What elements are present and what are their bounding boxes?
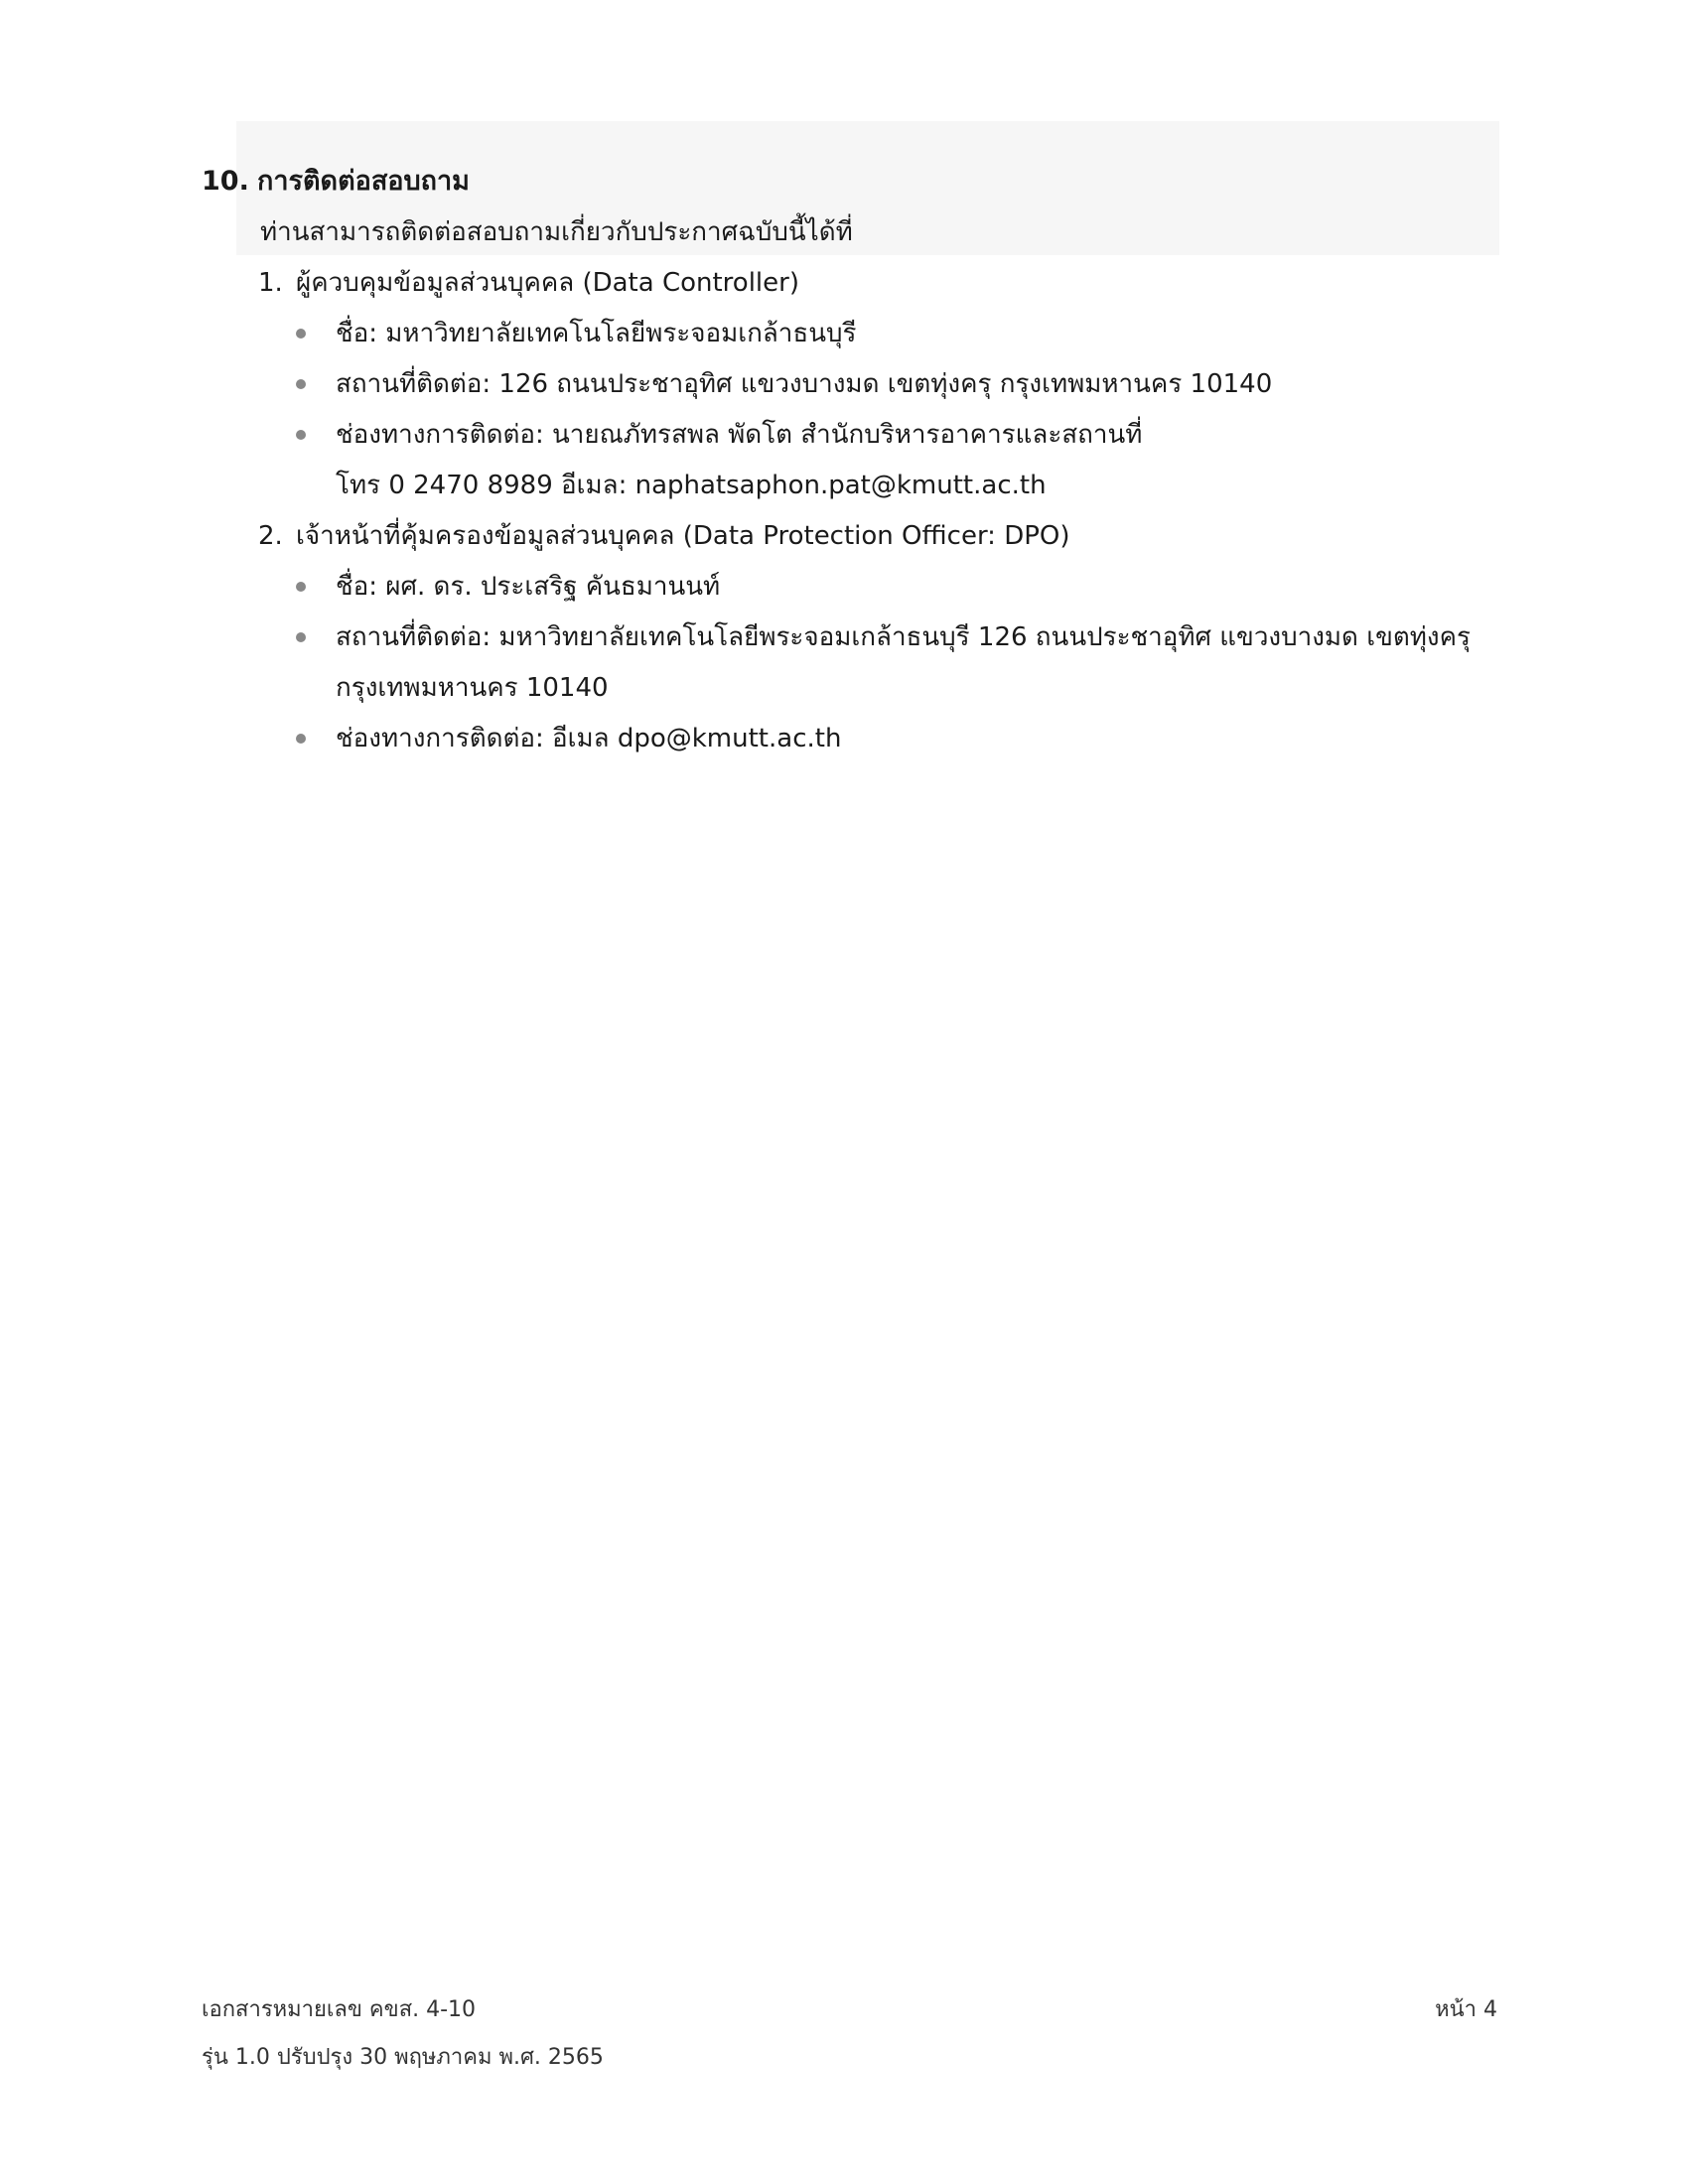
section-number: 10. [202,166,249,197]
list-marker: 2. [258,521,283,551]
section-intro: ท่านสามารถติดต่อสอบถามเกี่ยวกับประกาศฉบับนี้ได้ที่ [260,217,853,247]
list-item-title: ผู้ควบคุมข้อมูลส่วนบุคคล (Data Controller) [296,268,799,298]
bullet-item [296,418,1142,452]
bullet-icon [296,721,336,754]
bullet-item [296,722,841,755]
footer-doc-number: เอกสารหมายเลข คขส. 4-10 [202,1997,477,2022]
bullet-icon [296,366,336,400]
bullet-text: ช่องทางการติดต่อ: อีเมล dpo@kmutt.ac.th [336,724,842,753]
bullet-item [296,317,857,350]
bullet-text: ช่องทางการติดต่อ: นายณภัทรสพล พัดโต สำนักบริหารอาคารและสถานที่ [336,420,1143,450]
bullet-text: ชื่อ: มหาวิทยาลัยเทคโนโลยีพระจอมเกล้าธนบุรี [336,319,857,348]
bullet-icon [296,316,336,349]
bullet-continuation: โทร 0 2470 8989 อีเมล: naphatsaphon.pat@kmutt.ac.th [336,471,1047,500]
bullet-text: สถานที่ติดต่อ: มหาวิทยาลัยเทคโนโลยีพระจอมเกล้าธนบุรี 126 ถนนประชาอุทิศ แขวงบางมด เขตทุ่งครุ [336,622,1471,652]
bullet-item [296,570,720,604]
bullet-icon [296,619,336,653]
footer-page-number: หน้า 4 [1435,1997,1497,2022]
list-item-dpo [258,519,1070,553]
list-marker: 1. [258,268,283,298]
footer-version: รุ่น 1.0 ปรับปรุง 30 พฤษภาคม พ.ศ. 2565 [202,2045,604,2070]
section-heading [202,165,470,199]
bullet-icon [296,569,336,603]
bullet-continuation: กรุงเทพมหานคร 10140 [336,673,609,703]
list-item-title: เจ้าหน้าที่คุ้มครองข้อมูลส่วนบุคคล (Data Protection Officer: DPO) [296,521,1070,551]
bullet-text: ชื่อ: ผศ. ดร. ประเสริฐ คันธมานนท์ [336,572,721,602]
section-title: การติดต่อสอบถาม [257,166,470,197]
bullet-text: สถานที่ติดต่อ: 126 ถนนประชาอุทิศ แขวงบางมด เขตทุ่งครุ กรุงเทพมหานคร 10140 [336,369,1273,399]
bullet-item [296,367,1272,401]
bullet-icon [296,417,336,451]
bullet-item [296,620,1471,654]
list-item-data-controller [258,266,799,300]
